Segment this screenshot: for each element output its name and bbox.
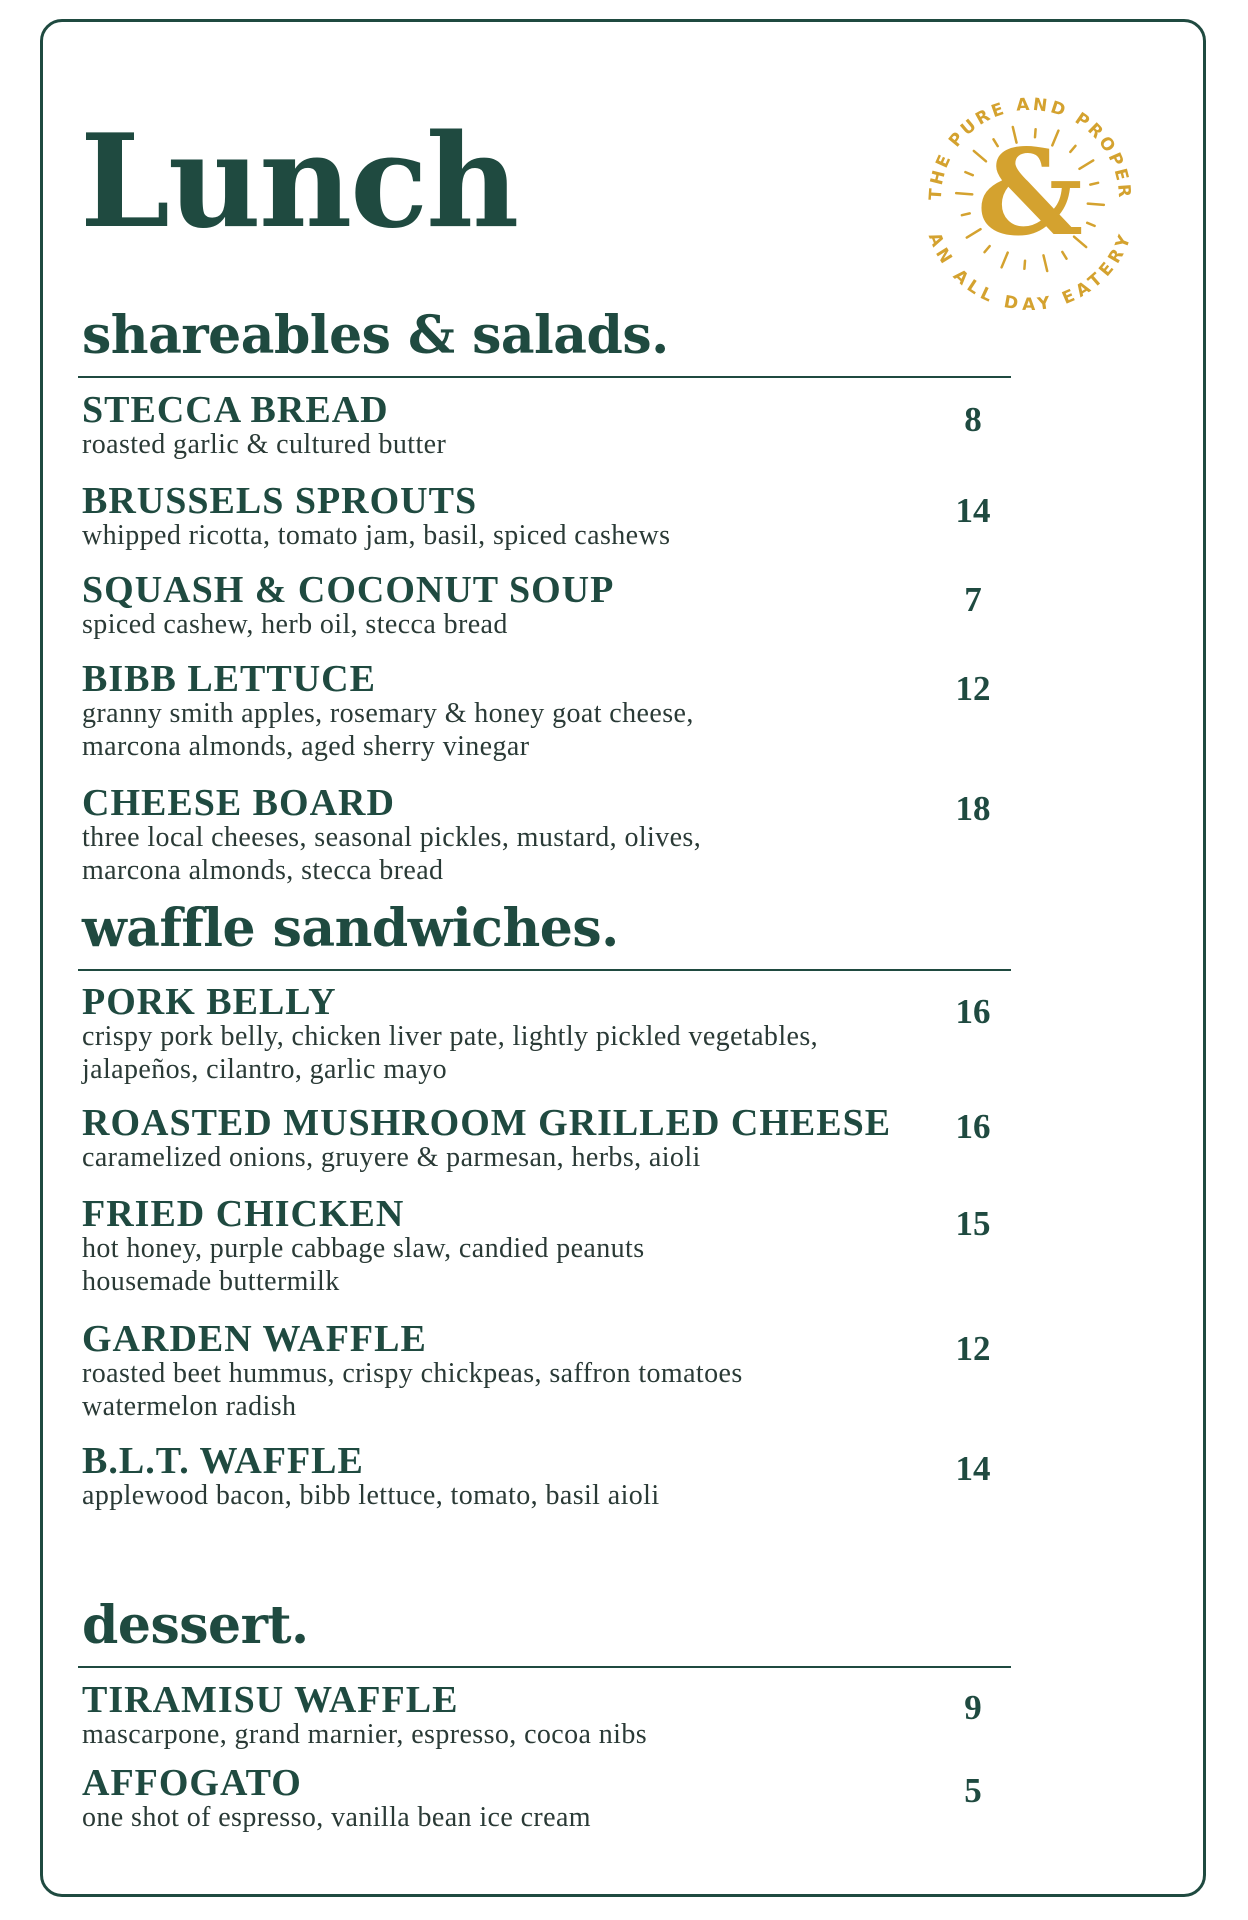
item-description: caramelized onions, gruyere & parmesan, herbs, aioli — [82, 1142, 701, 1173]
section-title: shareables & salads. — [82, 305, 669, 366]
menu-item-fried-chicken — [82, 1193, 1011, 1298]
section-shareables-salads — [78, 305, 1011, 886]
item-description: hot honey, purple cabbage slaw, candied peanuts — [82, 1233, 645, 1264]
item-price: 16 — [955, 992, 991, 1031]
item-description: crispy pork belly, chicken liver pate, lightly pickled vegetables, — [82, 1021, 819, 1052]
item-name: GARDEN WAFFLE — [82, 1318, 427, 1360]
item-name: CHEESE BOARD — [82, 782, 395, 824]
item-description: roasted beet hummus, crispy chickpeas, saffron tomatoes — [82, 1358, 743, 1389]
section-title: waffle sandwiches. — [82, 898, 619, 959]
item-description: roasted garlic & cultured butter — [82, 429, 447, 460]
logo-top-text: THE PURE AND PROPER — [925, 94, 1135, 201]
item-name: SQUASH & COCONUT SOUP — [82, 569, 615, 611]
ampersand-icon: & — [976, 123, 1084, 262]
item-description: three local cheeses, seasonal pickles, mustard, olives, — [82, 822, 702, 853]
pure-and-proper-logo — [915, 84, 1145, 314]
item-description: spiced cashew, herb oil, stecca bread — [82, 609, 508, 640]
item-name: TIRAMISU WAFFLE — [82, 1679, 459, 1721]
item-description: one shot of espresso, vanilla bean ice cream — [82, 1802, 591, 1833]
section-divider — [78, 969, 1011, 971]
menu-item-roasted-mushroom-grilled-cheese — [82, 1102, 1011, 1174]
item-name: B.L.T. WAFFLE — [82, 1440, 364, 1482]
page-title: Lunch — [80, 107, 518, 257]
logo-bottom-text: AN ALL DAY EATERY — [923, 229, 1137, 314]
item-name: PORK BELLY — [82, 981, 337, 1023]
item-description: marcona almonds, aged sherry vinegar — [82, 731, 530, 762]
menu-item-cheese-board — [82, 782, 1011, 887]
item-price: 12 — [955, 1329, 991, 1368]
item-price: 18 — [955, 789, 991, 828]
item-price: 12 — [955, 669, 991, 708]
item-name: ROASTED MUSHROOM GRILLED CHEESE — [82, 1102, 892, 1144]
item-description: watermelon radish — [82, 1391, 297, 1422]
item-price: 14 — [955, 1449, 991, 1488]
section-waffle-sandwiches — [78, 898, 1011, 1511]
item-price: 16 — [955, 1107, 991, 1146]
menu-item-tiramisu-waffle — [82, 1679, 1011, 1751]
logo-ray — [965, 172, 972, 175]
item-description: whipped ricotta, tomato jam, basil, spiced cashews — [82, 520, 671, 551]
menu-item-garden-waffle — [82, 1318, 1011, 1423]
item-price: 14 — [955, 491, 991, 530]
item-description: jalapeños, cilantro, garlic mayo — [82, 1054, 448, 1085]
menu-item-affogato — [82, 1762, 1011, 1834]
logo-ray — [1024, 261, 1025, 269]
menu-item-bibb-lettuce — [82, 658, 1011, 763]
item-name: STECCA BREAD — [82, 389, 389, 431]
menu-item-brussels-sprouts — [82, 480, 1011, 552]
item-name: AFFOGATO — [82, 1762, 302, 1804]
menu-item-pork-belly — [82, 981, 1011, 1086]
menu-item-stecca-bread — [82, 389, 1011, 461]
item-price: 7 — [964, 580, 982, 619]
logo-ray — [1088, 204, 1104, 205]
item-description: applewood bacon, bibb lettuce, tomato, basil aioli — [82, 1480, 660, 1511]
item-description: mascarpone, grand marnier, espresso, cocoa nibs — [82, 1719, 648, 1750]
section-divider — [78, 1666, 1011, 1668]
item-description: marcona almonds, stecca bread — [82, 855, 444, 886]
section-divider — [78, 376, 1011, 378]
item-price: 9 — [964, 1688, 982, 1727]
section-title: dessert. — [82, 1595, 309, 1656]
menu-item-blt-waffle — [82, 1440, 1011, 1512]
menu-item-squash-coconut-soup — [82, 569, 1011, 641]
logo-ray — [962, 213, 970, 215]
section-dessert — [78, 1595, 1011, 1833]
item-description: granny smith apples, rosemary & honey goat cheese, — [82, 698, 694, 729]
item-name: BRUSSELS SPROUTS — [82, 480, 478, 522]
logo-ray — [1087, 223, 1094, 226]
item-description: housemade buttermilk — [82, 1266, 340, 1297]
item-name: FRIED CHICKEN — [82, 1193, 405, 1235]
item-price: 8 — [964, 400, 982, 439]
item-price: 15 — [955, 1204, 991, 1243]
logo-ray — [1090, 183, 1098, 185]
item-name: BIBB LETTUCE — [82, 658, 376, 700]
logo-ray — [956, 193, 972, 194]
item-price: 5 — [964, 1771, 982, 1810]
